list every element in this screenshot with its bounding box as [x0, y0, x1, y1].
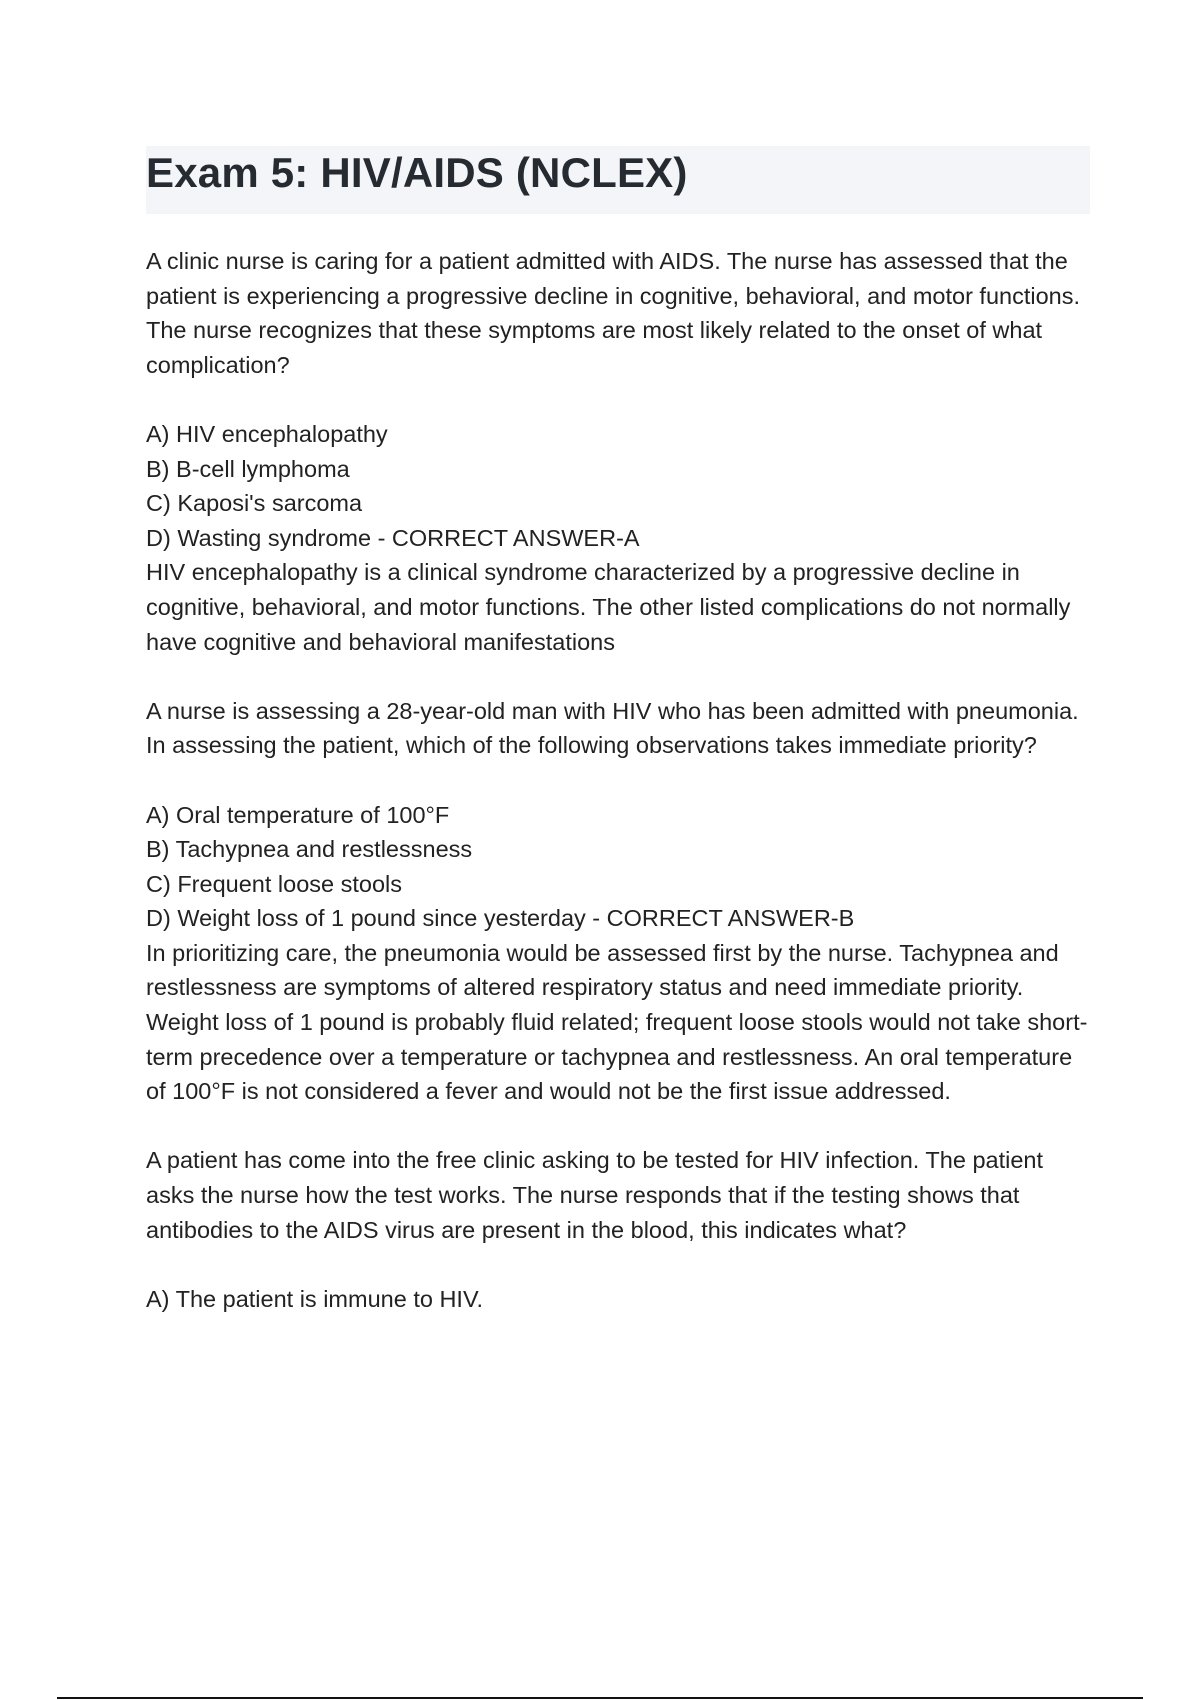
answer-option: A) HIV encephalopathy [146, 420, 388, 447]
answer-options [146, 798, 1090, 936]
answer-option: D) Weight loss of 1 pound since yesterday - CORRECT ANSWER-B [146, 905, 855, 932]
answer-options [146, 417, 1090, 555]
answer-rationale: In prioritizing care, the pneumonia would be assessed first by the nurse. Tachypnea and restlessness are symptoms of altered respiratory status and need immediate priority. Weight loss of 1 pound is probably fluid related; frequent loose stools would not take short-term precedence over a temperature or tachypnea and restlessness. An oral temperature of 100°F is not considered a fever and would not be the first issue addressed. [146, 939, 1088, 1105]
answer-option: A) The patient is immune to HIV. [146, 1285, 483, 1312]
answer-options [146, 1282, 1090, 1317]
answer-option: D) Wasting syndrome - CORRECT ANSWER-A [146, 524, 640, 551]
question-text: A nurse is assessing a 28-year-old man with HIV who has been admitted with pneumonia. In assessing the patient, which of the following observations takes immediate priority? [146, 697, 1079, 759]
page-title: Exam 5: HIV/AIDS (NCLEX) [146, 149, 688, 196]
answer-option: A) Oral temperature of 100°F [146, 801, 450, 828]
answer-option: C) Kaposi's sarcoma [146, 490, 363, 517]
answer-option: B) B-cell lymphoma [146, 455, 350, 482]
answer-option: B) Tachypnea and restlessness [146, 836, 473, 863]
answer-rationale: HIV encephalopathy is a clinical syndrome characterized by a progressive decline in cognitive, behavioral, and motor functions. The other listed complications do not normally have cognitive and behavioral manifestations [146, 559, 1071, 655]
question-3 [146, 1143, 1090, 1316]
document-content [146, 244, 1090, 1351]
question-text: A clinic nurse is caring for a patient admitted with AIDS. The nurse has assessed that the patient is experiencing a progressive decline in cognitive, behavioral, and motor functions. The nurse recognizes that these symptoms are most likely related to the onset of what complication? [146, 248, 1081, 378]
question-1 [146, 244, 1090, 659]
question-2 [146, 694, 1090, 1109]
answer-option: C) Frequent loose stools [146, 870, 403, 897]
question-text: A patient has come into the free clinic asking to be tested for HIV infection. The patient asks the nurse how the test works. The nurse responds that if the testing shows that antibodies to the AIDS virus are present in the blood, this indicates what? [146, 1147, 1044, 1243]
page-bottom-rule [57, 1697, 1143, 1699]
